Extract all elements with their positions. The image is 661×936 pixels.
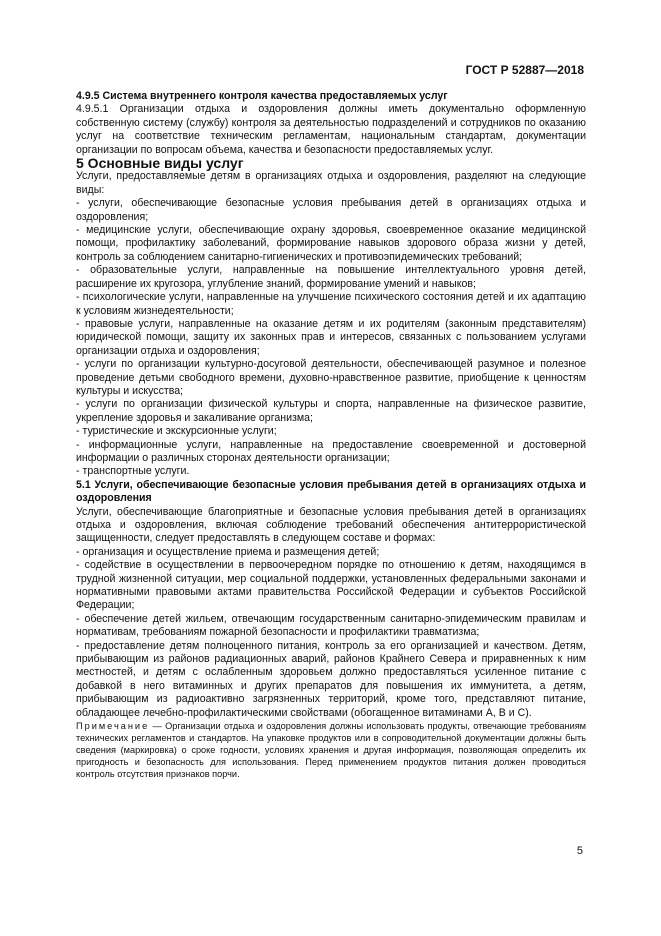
list-item: - содействие в осуществлении в первоочередном порядке по отношению к детям, находящимся в трудной жизненной ситуации, мер социальной поддержки, установленных федеральными законами и нормативными правовыми актами правительства Российской Федерации и субъектов Российской Федерации; [76, 559, 586, 612]
section-5-1-intro: Услуги, обеспечивающие благоприятные и безопасные условия пребывания детей в организациях отдыха и оздоровления, включая соблюдение требований обеспечения антитеррористической защищенности, следует предоставлять в следующем составе и формах: [76, 505, 586, 545]
section-5-heading: 5 Основные виды услуг [76, 155, 244, 172]
list-item: - обеспечение детей жильем, отвечающим государственным санитарно-эпидемическим правилам и нормативам, требованиям пожарной безопасности и профилактики травматизма; [76, 612, 586, 639]
list-item: - информационные услуги, направленные на предоставление своевременной и достоверной информации о различных сторонах деятельности организации; [76, 438, 586, 464]
list-item: - предоставление детям полноценного питания, контроль за его организацией и качеством. Детям, прибывающим из районов радиационных аварий, районов Крайнего Севера и приравненных к ним местностей, и детям с ослабленным здоровьем должно предоставляться усиленное питание с добавкой в него витаминных и других препаратов для повышения их иммунитета, а детям, прибывающим из радиоактивно загрязненных территорий, кроме того, представляют питание, обладающее лечебно-профилактическими свойствами (обогащенное витаминами А, В и С). [76, 639, 586, 719]
heading-5-1: 5.1 Услуги, обеспечивающие безопасные условия пребывания детей в организациях отдыха и оздоровления [76, 478, 586, 505]
page-number: 5 [576, 845, 583, 857]
list-item: - услуги, обеспечивающие безопасные условия пребывания детей в организациях отдыха и оздоровления; [76, 197, 586, 223]
document-code: ГОСТ Р 52887—2018 [465, 63, 584, 77]
note-label: Примечание [76, 721, 150, 732]
list-item: - услуги по организации культурно-досуговой деятельности, обеспечивающей разумное и полезное проведение детьми свободного времени, духовно-нравственное развитие, приобщение к ценностям культуры и искусства; [76, 358, 586, 397]
list-item: - транспортные услуги. [76, 465, 190, 478]
page-content [76, 90, 586, 780]
list-item: - образовательные услуги, направленные на повышение интеллектуального уровня детей, расширение их кругозора, углубление знаний, формирование умений и навыков; [76, 264, 586, 290]
heading-4-9-5: 4.9.5 Система внутреннего контроля качества предоставляемых услуг [76, 90, 448, 102]
paragraph-4-9-5-1: 4.9.5.1 Организации отдыха и оздоровления должны иметь документально оформленную собственную систему (службу) контроля за деятельностью подразделений и сотрудников по оказанию услуг на соответствие техническим регламентам, национальным стандартам, документации организации по вопросам объема, качества и безопасности предоставляемых услуг. [76, 103, 586, 156]
note-text: — Организации отдыха и оздоровления должны использовать продукты, отвечающие требованиям технических регламентов и стандартов. На упаковке продуктов или в сопроводительной документации должны быть сведения (маркировка) о сроке годности, условиях хранения и другая информация, позволяющая определить их пригодность и безопасность для использования. Перед применением продуктов питания должен проводиться контроль отсутствия признаков порчи. [76, 721, 586, 780]
list-item: - организация и осуществление приема и размещения детей; [76, 545, 380, 558]
note [76, 720, 586, 780]
list-item: - медицинские услуги, обеспечивающие охрану здоровья, своевременное оказание медицинской помощи, профилактику заболеваний, формирование навыков здорового образа жизни у детей, контроль за соблюдением санитарно-гигиенических и противоэпидемических требований; [76, 224, 586, 263]
list-item: - психологические услуги, направленные на улучшение психического состояния детей и их адаптацию к условиям жизнедеятельности; [76, 291, 586, 317]
list-item: - услуги по организации физической культуры и спорта, направленные на физическое развитие, укрепление здоровья и закаливание организма; [76, 398, 586, 424]
section-5-intro: Услуги, предоставляемые детям в организациях отдыха и оздоровления, разделяют на следующие виды: [76, 170, 586, 196]
list-item: - туристические и экскурсионные услуги; [76, 425, 277, 438]
list-item: - правовые услуги, направленные на оказание детям и их родителям (законным представителям) юридической помощи, защиту их законных прав и интересов, связанных с пользованием услугами организации отдыха и оздоровления; [76, 317, 586, 357]
